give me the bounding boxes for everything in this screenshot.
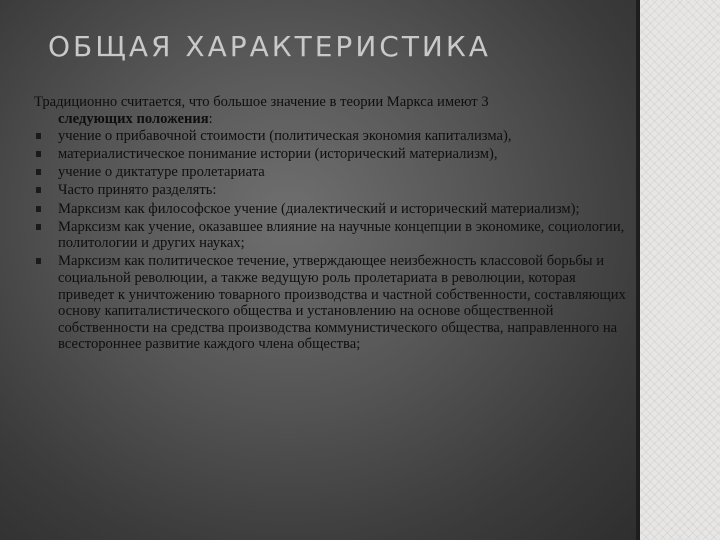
list-item <box>34 253 630 353</box>
square-bullet-icon <box>36 206 41 212</box>
list-item <box>34 128 630 145</box>
intro-bold-text: следующих положения <box>58 110 209 127</box>
bullet-list <box>34 128 630 353</box>
list-item-text: учение о диктатуре пролетариата <box>58 164 265 181</box>
square-bullet-icon <box>36 151 41 157</box>
slide-body <box>34 94 630 354</box>
square-bullet-icon <box>36 133 41 139</box>
side-panel <box>640 0 720 540</box>
slide-title: ОБЩАЯ ХАРАКТЕРИСТИКА <box>48 30 491 63</box>
square-bullet-icon <box>36 169 41 175</box>
list-item <box>34 201 630 218</box>
intro-line2 <box>34 111 630 128</box>
square-bullet-icon <box>36 224 41 230</box>
list-item <box>34 164 630 181</box>
intro-paragraph <box>34 94 630 127</box>
side-panel-pattern <box>640 0 720 540</box>
list-item <box>34 182 630 199</box>
square-bullet-icon <box>36 258 41 264</box>
list-item <box>34 146 630 163</box>
intro-tail: : <box>208 110 213 127</box>
list-item-text: материалистическое понимание истории (исторический материализм), <box>58 146 498 163</box>
list-item-text: Марксизм как политическое течение, утверждающее неизбежность классовой борьбы и социальной революции, а также ведущую роль пролетариата в революции, которая приведет к уничтожению товарного производства и частной собственности, составляющих основу капиталистического общества и установлению на основе общественной собственности на средства производства коммунистического общества, направленного на всестороннее развитие каждого члена общества; <box>58 253 626 353</box>
list-item-text: учение о прибавочной стоимости (политическая экономия капитализма), <box>58 128 512 145</box>
list-item <box>34 219 630 252</box>
list-item-text: Марксизм как учение, оказавшее влияние на научные концепции в экономике, социологии, политологии и других науках; <box>58 218 625 252</box>
square-bullet-icon <box>36 187 41 193</box>
list-item-text: Часто принято разделять: <box>58 182 217 199</box>
intro-line1: Традиционно считается, что большое значение в теории Маркса имеют 3 <box>34 94 489 110</box>
list-item-text: Марксизм как философское учение (диалектический и исторический материализм); <box>58 200 580 217</box>
